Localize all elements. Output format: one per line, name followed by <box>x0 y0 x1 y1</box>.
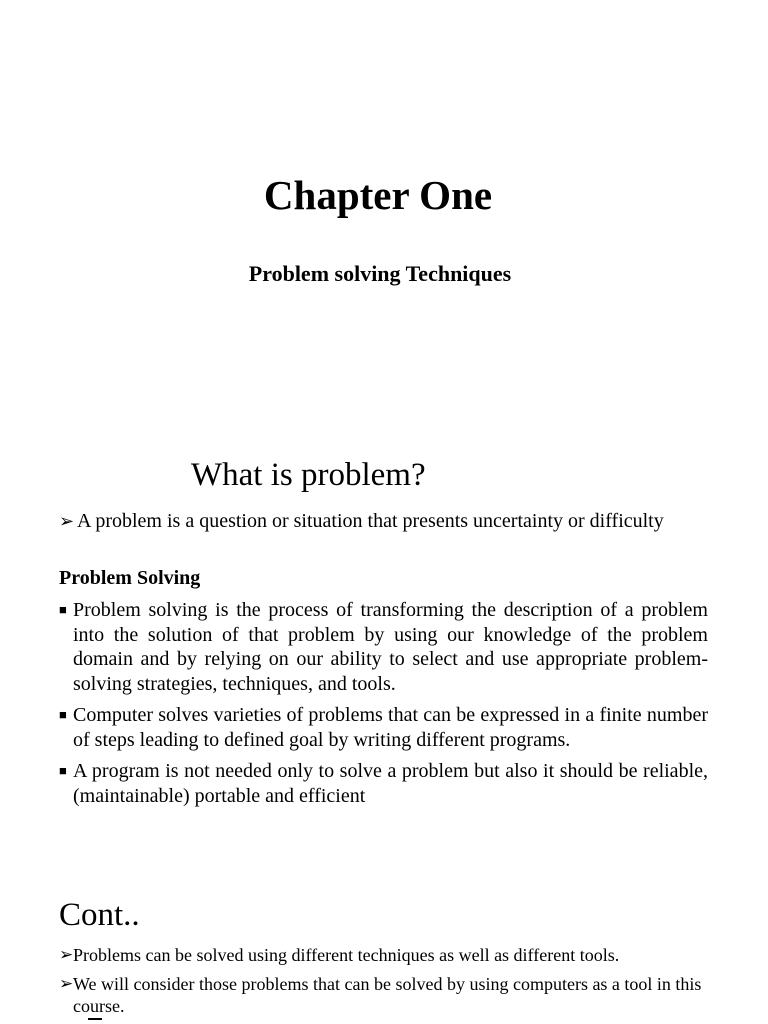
definition-text: A problem is a question or situation that presents uncertainty or difficulty <box>77 510 664 532</box>
square-bullet-icon: ■ <box>59 763 67 778</box>
list-item <box>59 973 708 1017</box>
list-item <box>59 703 708 752</box>
list-item-text: We will consider those problems that can be solved by using computers as a tool in this course. <box>73 974 702 1016</box>
cont-heading: Cont.. <box>59 897 140 933</box>
chapter-subtitle: Problem solving Techniques <box>248 261 512 286</box>
cut-off-bullet-icon <box>88 1018 102 1020</box>
list-item <box>59 759 708 808</box>
square-bullet-icon: ■ <box>59 602 67 617</box>
arrow-bullet-icon: ➢ <box>59 511 75 531</box>
list-item-text: Problems can be solved using different techniques as well as different tools. <box>73 945 620 965</box>
problem-solving-subheading: Problem Solving <box>59 567 201 589</box>
cont-list <box>59 944 708 1024</box>
problem-solving-list <box>59 598 708 815</box>
arrow-bullet-icon: ➢ <box>59 974 74 993</box>
arrow-bullet-icon: ➢ <box>59 945 74 964</box>
section-heading: What is problem? <box>191 457 426 493</box>
list-item-text: Computer solves varieties of problems that can be expressed in a finite number of steps leading to defined goal by writing different programs. <box>73 704 708 751</box>
chapter-title: Chapter One <box>263 172 493 218</box>
list-item <box>59 598 708 696</box>
list-item <box>59 944 708 966</box>
list-item-text: Problem solving is the process of transforming the description of a problem into the solution of that problem by using our knowledge of the problem domain and by relying on our ability to select and use appropriate problem-solving strategies, techniques, and tools. <box>73 599 708 695</box>
definition-item <box>59 509 708 534</box>
list-item-text: A program is not needed only to solve a problem but also it should be reliable, (maintainable) portable and efficient <box>73 760 708 807</box>
square-bullet-icon: ■ <box>59 707 67 722</box>
